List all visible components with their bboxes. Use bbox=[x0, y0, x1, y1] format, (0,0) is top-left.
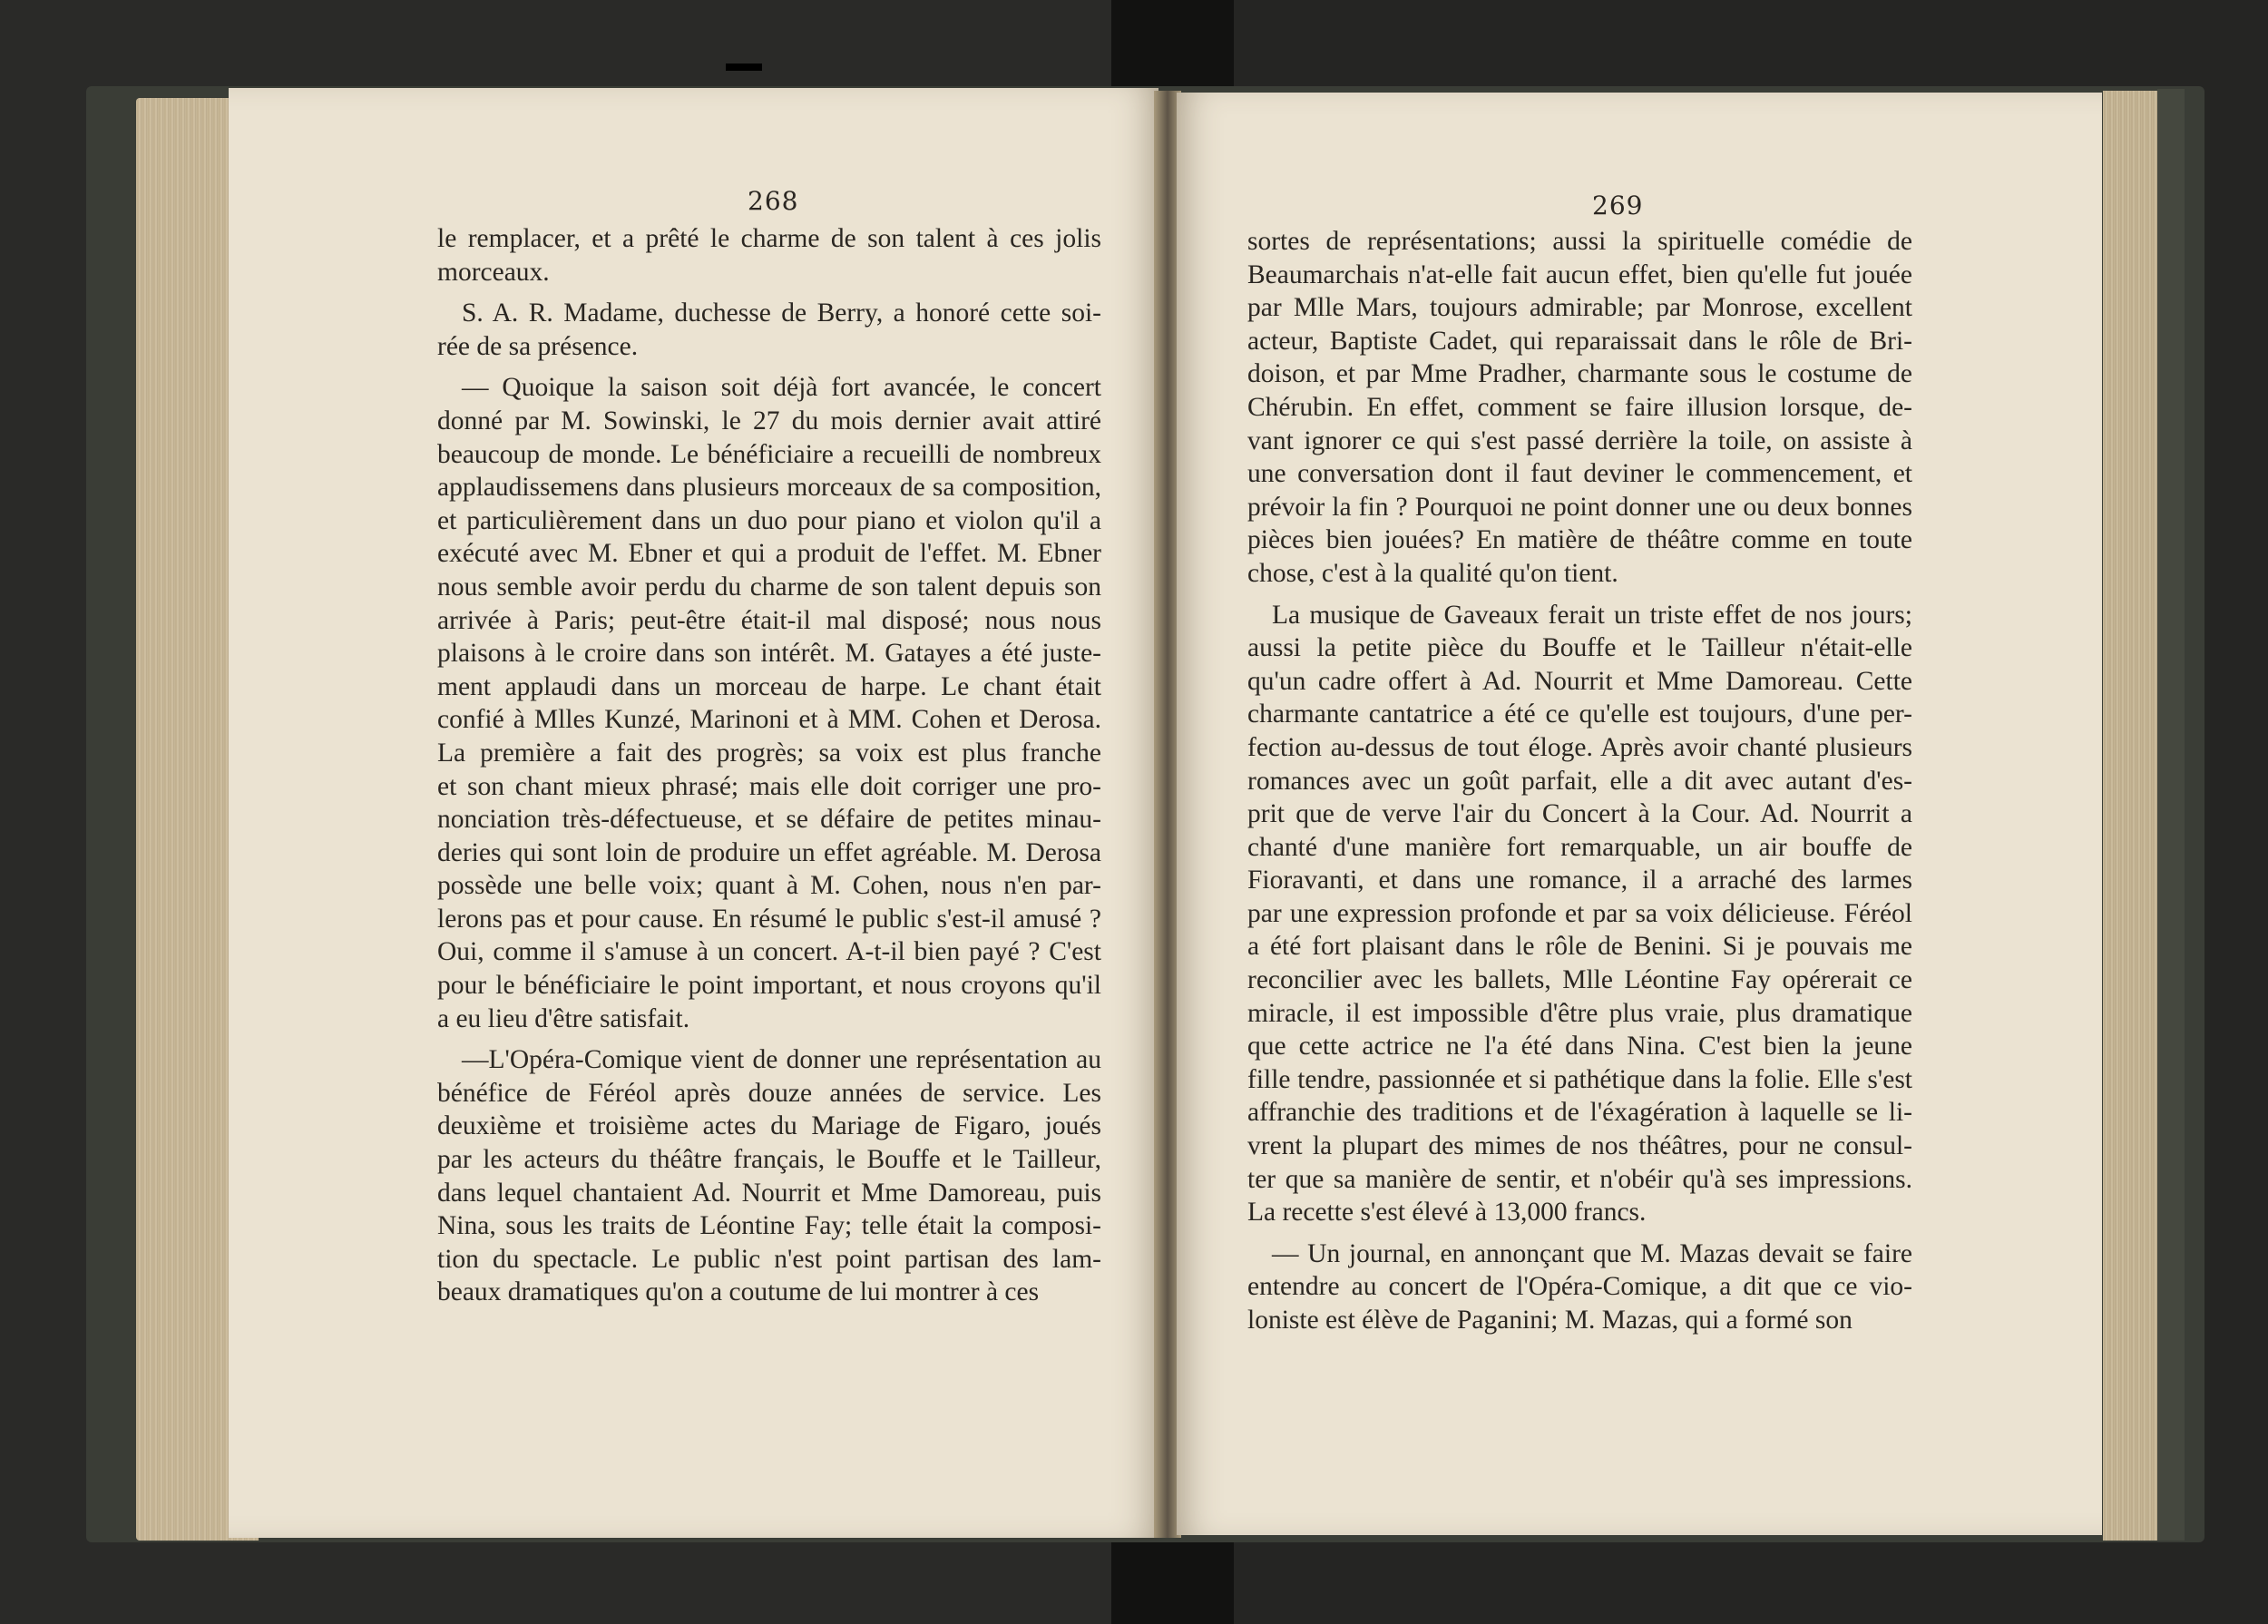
text-line: charmante cantatrice a été ce qu'elle est toujours, d'une per- bbox=[1247, 699, 1912, 729]
text-line: nonciation très-défectueuse, et se défaire de petites minau- bbox=[437, 805, 1101, 835]
text-line: qu'un cadre offert à Ad. Nourrit et Mme Damoreau. Cette bbox=[1247, 666, 1912, 696]
text-line: S. A. R. Madame, duchesse de Berry, a honoré cette soi- bbox=[462, 298, 1101, 328]
page-edges-right bbox=[2103, 91, 2159, 1541]
text-line: fection au-dessus de tout éloge. Après avoir chanté plusieurs bbox=[1247, 732, 1912, 762]
text-line: Fioravanti, et dans une romance, il a arraché des larmes bbox=[1247, 866, 1912, 895]
text-line: arrivée à Paris; peut-être était-il mal disposé; nous nous bbox=[437, 605, 1101, 635]
text-line: —L'Opéra-Comique vient de donner une représentation au bbox=[462, 1045, 1101, 1075]
text-line: affranchie des traditions et de l'éxagération à laquelle se li- bbox=[1247, 1098, 1912, 1128]
text-line: reconcilier avec les ballets, Mlle Léontine Fay opérerait ce bbox=[1247, 965, 1912, 995]
text-line: prévoir la fin ? Pourquoi ne point donner une ou deux bonnes bbox=[1247, 492, 1912, 522]
text-line: Beaumarchais n'at-elle fait aucun effet, bien qu'elle fut jouée bbox=[1247, 259, 1912, 289]
text-line: et particulièrement dans un duo pour piano et violon qu'il a bbox=[437, 505, 1101, 535]
text-line: par une expression profonde et par sa voix délicieuse. Féréol bbox=[1247, 898, 1912, 928]
text-line: que cette actrice ne l'a été dans Nina. C'est bien la jeune bbox=[1247, 1032, 1912, 1061]
text-line: exécuté avec M. Ebner et qui a produit de l'effet. M. Ebner bbox=[437, 539, 1101, 569]
text-line: sortes de représentations; aussi la spirituelle comédie de bbox=[1247, 227, 1912, 256]
text-line: applaudissemens dans plusieurs morceaux de sa composition, bbox=[437, 473, 1101, 503]
right-page-text bbox=[1247, 225, 1912, 1337]
text-line: ment applaudi dans un morceau de harpe. Le chant était bbox=[437, 671, 1101, 701]
text-line: donné par M. Sowinski, le 27 du mois dernier avait attiré bbox=[437, 406, 1101, 435]
text-line: aussi la petite pièce du Bouffe et le Tailleur n'était-elle bbox=[1247, 633, 1912, 663]
text-line: Chérubin. En effet, comment se faire illusion lorsque, de- bbox=[1247, 392, 1912, 422]
text-line: bénéfice de Féréol après douze années de service. Les bbox=[437, 1078, 1101, 1108]
text-line: le remplacer, et a prêté le charme de son talent à ces jolis bbox=[437, 224, 1101, 253]
text-line: entendre au concert de l'Opéra-Comique, a dit que ce vio- bbox=[1247, 1272, 1912, 1302]
text-line: a été fort plaisant dans le rôle de Benini. Si je pouvais me bbox=[1247, 932, 1912, 962]
text-line: deuxième et troisième actes du Mariage de Figaro, joués bbox=[437, 1111, 1101, 1141]
text-line: doison, et par Mme Pradher, charmante sous le costume de bbox=[1247, 359, 1912, 389]
text-line: loniste est élève de Paganini; M. Mazas, qui a formé son bbox=[1247, 1306, 1853, 1335]
text-line: prit que de verve l'air du Concert à la Cour. Ad. Nourrit a bbox=[1247, 799, 1912, 829]
text-line: confié à Mlles Kunzé, Marinoni et à MM. Cohen et Derosa. bbox=[437, 705, 1101, 735]
text-line: chanté d'une manière fort remarquable, un air bouffe de bbox=[1247, 832, 1912, 862]
left-page-text bbox=[437, 222, 1101, 1309]
page-number: 268 bbox=[748, 186, 799, 216]
text-line: rée de sa présence. bbox=[437, 331, 639, 361]
text-line: beaucoup de monde. Le bénéficiaire a recueilli de nombreux bbox=[437, 439, 1101, 469]
text-line: miracle, il est impossible d'être plus vraie, plus dramatique bbox=[1247, 998, 1912, 1028]
text-line: pour le bénéficiaire le point important, et nous croyons qu'il bbox=[437, 971, 1101, 1001]
text-line: La recette s'est élevé à 13,000 francs. bbox=[1247, 1198, 1647, 1228]
text-line: ter que sa manière de sentir, et n'obéir qu'à ses impressions. bbox=[1247, 1164, 1912, 1194]
page-number: 269 bbox=[1592, 191, 1644, 220]
text-line: par Mlle Mars, toujours admirable; par Monrose, excellent bbox=[1247, 293, 1912, 323]
text-line: vant ignorer ce qui s'est passé derrière la toile, on assiste à bbox=[1247, 426, 1912, 455]
text-line: pièces bien jouées? En matière de théâtre comme en toute bbox=[1247, 525, 1912, 555]
text-line: beaux dramatiques qu'on a coutume de lui montrer à ces bbox=[437, 1277, 1040, 1307]
text-line: — Un journal, en annonçant que M. Mazas devait se faire bbox=[1272, 1238, 1912, 1268]
text-line: La première a fait des progrès; sa voix est plus franche bbox=[437, 738, 1101, 768]
text-line: et son chant mieux phrasé; mais elle doit corriger une pro- bbox=[437, 771, 1101, 801]
text-line: fille tendre, passionnée et si pathétique dans la folie. Elle s'est bbox=[1247, 1064, 1912, 1094]
text-line: morceaux. bbox=[437, 257, 550, 287]
text-line: a eu lieu d'être satisfait. bbox=[437, 1003, 690, 1033]
text-line: possède une belle voix; quant à M. Cohen, nous n'en par- bbox=[437, 871, 1101, 901]
cover-edge-right bbox=[2157, 89, 2185, 1541]
text-line: vrent la plupart des mimes de nos théâtres, pour ne consul- bbox=[1247, 1131, 1912, 1161]
text-line: La musique de Gaveaux ferait un triste effet de nos jours; bbox=[1272, 600, 1912, 630]
text-line: — Quoique la saison soit déjà fort avancée, le concert bbox=[462, 373, 1101, 403]
text-line: dans lequel chantaient Ad. Nourrit et Mme Damoreau, puis bbox=[437, 1178, 1101, 1208]
text-line: deries qui sont loin de produire un effet agréable. M. Derosa bbox=[437, 837, 1101, 867]
text-line: Nina, sous les traits de Léontine Fay; telle était la composi- bbox=[437, 1211, 1101, 1241]
text-line: par les acteurs du théâtre français, le Bouffe et le Tailleur, bbox=[437, 1145, 1101, 1175]
text-line: Oui, comme il s'amuse à un concert. A-t-il bien payé ? C'est bbox=[437, 937, 1101, 967]
text-line: romances avec un goût parfait, elle a dit avec autant d'es- bbox=[1247, 766, 1912, 796]
scale-bar bbox=[726, 64, 762, 71]
text-line: chose, c'est à la qualité qu'on tient. bbox=[1247, 558, 1618, 588]
right-page bbox=[1177, 93, 2102, 1535]
left-page bbox=[229, 88, 1158, 1538]
text-line: nous semble avoir perdu du charme de son talent depuis son bbox=[437, 572, 1101, 602]
text-line: acteur, Baptiste Cadet, qui reparaissait dans le rôle de Bri- bbox=[1247, 326, 1912, 356]
text-line: une conversation dont il faut deviner le commencement, et bbox=[1247, 459, 1912, 489]
text-line: lerons pas et pour cause. En résumé le public s'est-il amusé ? bbox=[437, 904, 1101, 934]
text-line: plaisons à le croire dans son intérêt. M. Gatayes a été juste- bbox=[437, 639, 1101, 669]
text-line: tion du spectacle. Le public n'est point partisan des lam- bbox=[437, 1244, 1101, 1274]
